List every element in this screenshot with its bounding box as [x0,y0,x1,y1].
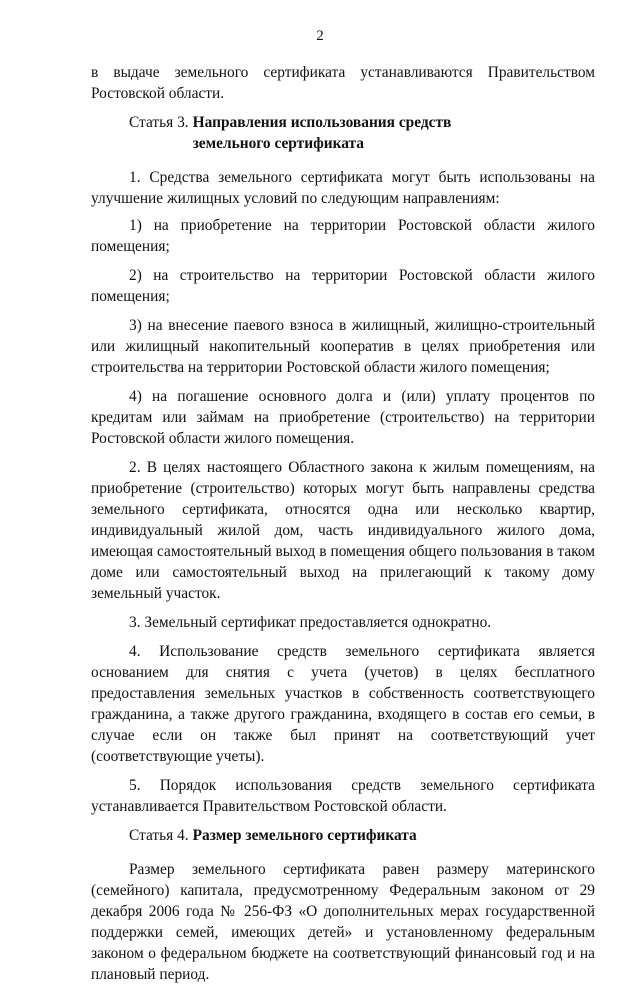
article-4-label: Статья 4. [129,827,189,844]
article-3-clause-3: 3. Земельный сертификат предоставляется однократно. [129,614,492,631]
article-4-paragraph: Размер земельного сертификата равен размеру материнского (семейного) капитала, предусмотренному Федеральным законом от 29 декабря 2006 года № 256-ФЗ «О дополнительных мерах государственной поддержки семей, имеющих детей» и установленному федеральным законом о федеральном бюджете на соответствующий финансовый год и на плановый период. [91,861,595,983]
article-3-label: Статья 3. [129,114,189,131]
paragraph-continuation: в выдаче земельного сертификата устанавливаются Правительством Ростовской области. [91,64,595,102]
document-body [91,62,595,993]
article-3-clause-4: 4. Использование средств земельного сертификата является основанием для снятия с учета (учетов) в целях бесплатного предоставления земельных участков в собственность соответствующего гражданина, а также другого гражданина, входящего в состав его семьи, в случае если он также был принят на соответствующий учет (соответствующие учеты). [91,643,595,765]
article-3-item-1: 1) на приобретение на территории Ростовской области жилого помещения; [91,217,595,255]
article-3-clause-2: 2. В целях настоящего Областного закона к жилым помещениям, на приобретение (строительство) которых могут быть направлены средства земельного сертификата, относятся одна или несколько квартир, индивидуальный жилой дом, часть индивидуального жилого дома, имеющая самостоятельный выход в помещения общего пользования в таком доме или самостоятельный выход на прилегающий к такому дому земельный участок. [91,459,595,602]
article-4-heading [91,825,595,846]
article-3-heading [91,112,595,154]
page-number: 2 [316,28,324,44]
article-3-clause-5: 5. Порядок использования средств земельного сертификата устанавливается Правительством Ростовской области. [91,777,595,815]
article-3-title: Направления использования средств земельного сертификата [192,114,452,152]
article-3-item-2: 2) на строительство на территории Ростовской области жилого помещения; [91,267,595,305]
article-3-item-4: 4) на погашение основного долга и (или) уплату процентов по кредитам или займам на приобретение (строительство) на территории Ростовской области жилого помещения. [91,388,595,447]
article-3-item-3: 3) на внесение паевого взноса в жилищный, жилищно-строительный или жилищный накопительный кооператив в целях приобретения или строительства на территории Ростовской области жилого помещения; [91,317,595,376]
article-4-title: Размер земельного сертификата [192,827,417,844]
article-3-clause-1: 1. Средства земельного сертификата могут быть использованы на улучшение жилищных условий по следующим направлениям: [91,169,595,207]
